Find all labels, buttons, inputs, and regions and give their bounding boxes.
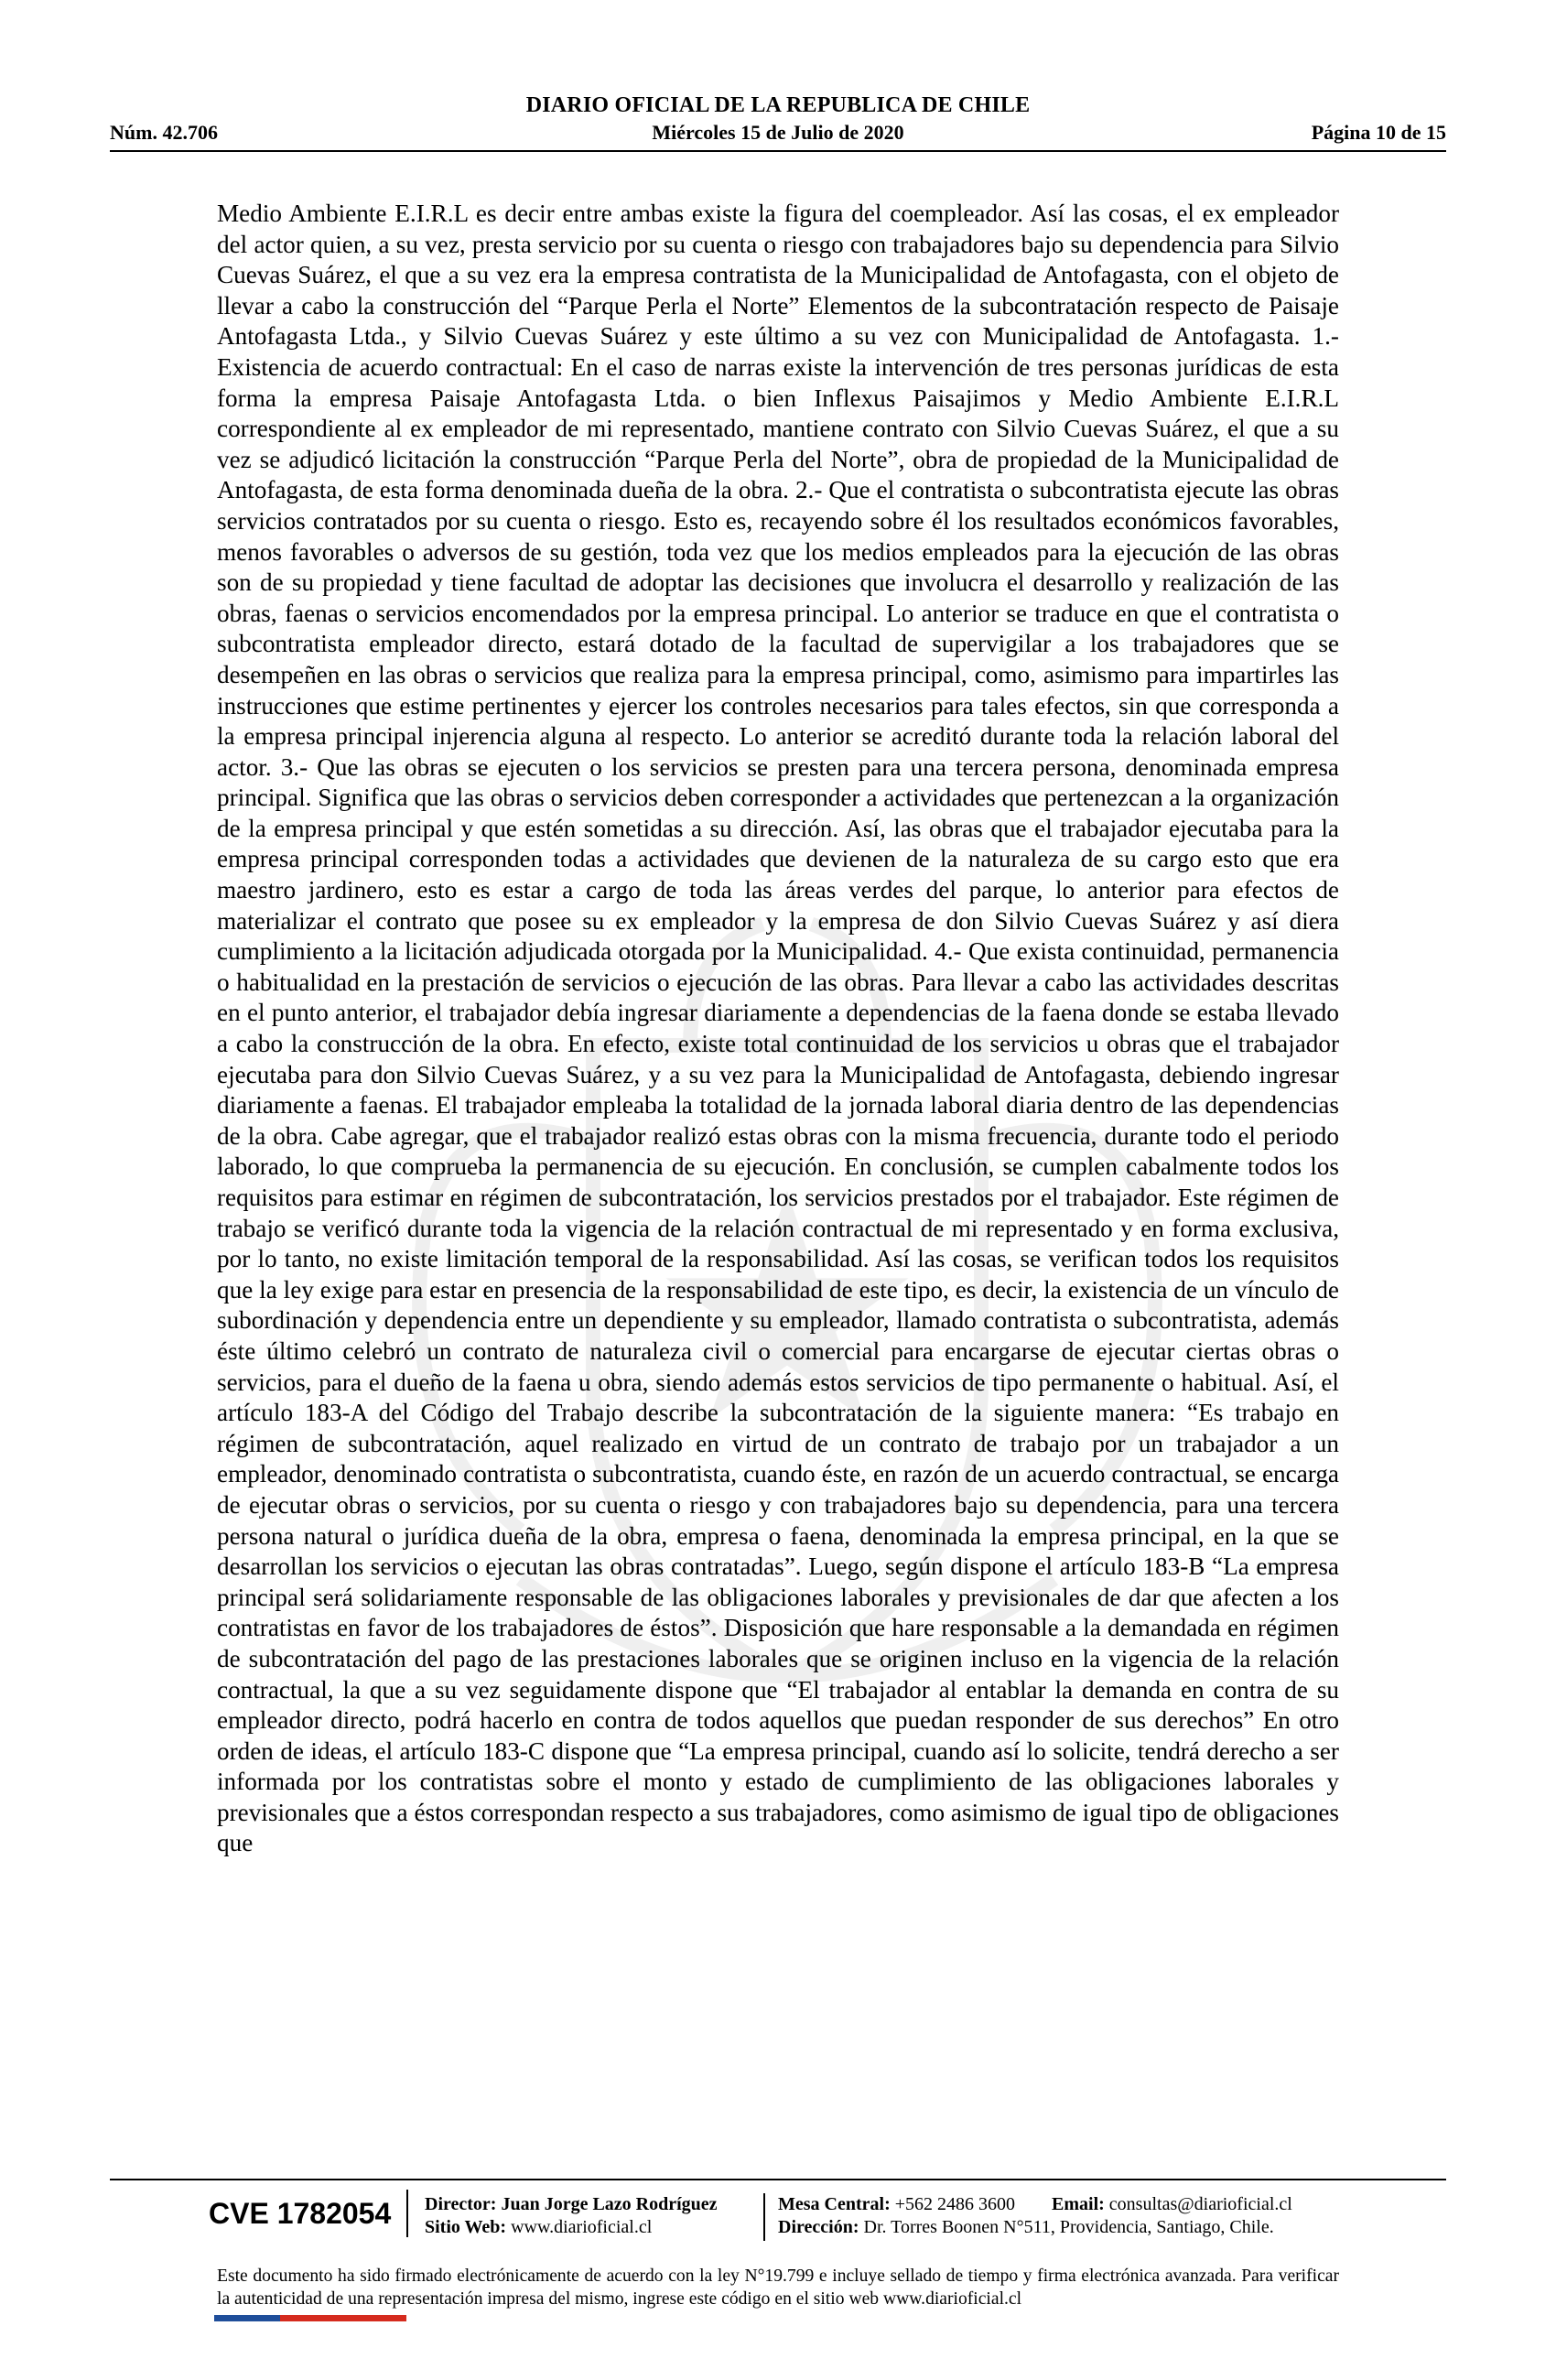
address-label: Dirección: [778,2217,859,2237]
newspaper-title: DIARIO OFICIAL DE LA REPUBLICA DE CHILE [525,93,1031,117]
website-label: Sitio Web: [425,2217,507,2237]
page-number: Página 10 de 15 [1311,121,1446,144]
flag-red-segment [280,2315,406,2321]
address-text: Dr. Torres Boonen N°511, Providencia, Santiago, Chile. [863,2217,1274,2237]
issue-date: Miércoles 15 de Julio de 2020 [652,121,904,144]
email-link[interactable]: consultas@diarioficial.cl [1108,2194,1292,2214]
director-label: Director: [425,2194,497,2214]
cve-code: CVE 1782054 [209,2190,408,2237]
footer-divider [110,2179,1446,2180]
body-paragraph: Medio Ambiente E.I.R.L es decir entre ambas existe la figura del coempleador. Así las cosas, el ex empleador del actor quien, a su vez, presta servicio por su cuenta o riesgo con trabajadores bajo su dependencia para Silvio Cuevas Suárez, el que a su vez era la empresa contratista de la Municipalidad de Antofagasta, con el objeto de llevar a cabo la construcción del “Parque Perla el Norte” Elementos de la subcontratación respecto de Paisaje Antofagasta Ltda., y Silvio Cuevas Suárez y este último a su vez con Municipalidad de Antofagasta. 1.- Existencia de acuerdo contractual: En el caso de narras existe la intervención de tres personas jurídicas de esta forma la empresa Paisaje Antofagasta Ltda. o bien Inflexus Paisajimos y Medio Ambiente E.I.R.L correspondiente al ex empleador de mi representado, mantiene contrato con Silvio Cuevas Suárez, el que a su vez se adjudicó licitación la construcción “Parque Perla del Norte”, obra de propiedad de la Municipalidad de Antofagasta, de esta forma denominada dueña de la obra. 2.- Que el contratista o subcontratista ejecute las obras servicios contratados por su cuenta o riesgo. Esto es, recayendo sobre él los resultados económicos favorables, menos favorables o adversos de su gestión, toda vez que los medios empleados para la ejecución de las obras son de su propiedad y tiene facultad de adoptar las decisiones que involucra el desarrollo y realización de las obras, faenas o servicios encomendados por la empresa principal. Lo anterior se traduce en que el contratista o subcontratista empleador directo, estará dotado de la facultad de supervigilar a los trabajadores que se desempeñen en las obras o servicios que realiza para la empresa principal, como, asimismo para impartirles las instrucciones que estime pertinentes y ejercer los controles necesarios para tales efectos, sin que corresponda a la empresa principal injerencia alguna al respecto. Lo anterior se acreditó durante toda la relación laboral del actor. 3.- Que las obras se ejecuten o los servicios se presten para una tercera persona, denominada empresa principal. Significa que las obras o servicios deben corresponder a actividades que pertenezcan a la organización de la empresa principal y que estén sometidas a su dirección. Así, las obras que el trabajador ejecutaba para la empresa principal corresponden todas a actividades que devienen de la naturaleza de su cargo esto que era maestro jardinero, esto es estar a cargo de toda las áreas verdes del parque, lo anterior para efectos de materializar el contrato que posee su ex empleador y la empresa de don Silvio Cuevas Suárez y así diera cumplimiento a la licitación adjudicada otorgada por la Municipalidad. 4.- Que exista continuidad, permanencia o habitualidad en la prestación de servicios o ejecución de las obras. Para llevar a cabo las actividades descritas en el punto anterior, el trabajador debía ingresar diariamente a dependencias de la faena donde se estaba llevado a cabo la construcción de la obra. En efecto, existe total continuidad de los servicios u obras que el trabajador ejecutaba para don Silvio Cuevas Suárez, y a su vez para la Municipalidad de Antofagasta, debiendo ingresar diariamente a faenas. El trabajador empleaba la totalidad de la jornada laboral diaria dentro de las dependencias de la obra. Cabe agregar, que el trabajador realizó estas obras con la misma frecuencia, durante todo el periodo laborado, lo que comprueba la permanencia de su ejecución. En conclusión, se cumplen cabalmente todos los requisitos para estimar en régimen de subcontratación, los servicios prestados por el trabajador. Este régimen de trabajo se verificó durante toda la vigencia de la relación contractual de mi representado y en forma exclusiva, por lo tanto, no existe limitación temporal de la responsabilidad. Así las cosas, se verifican todos los requisitos que la ley exige para estar en presencia de la responsabilidad de este tipo, es decir, la existencia de un vínculo de subordinación y dependencia entre un dependiente y su empleador, llamado contratista o subcontratista, además éste último celebró un contrato de naturaleza civil o comercial para encargarse de ejecutar ciertas obras o servicios, para el dueño de la faena u obra, siendo además estos servicios de tipo permanente o habitual. Así, el artículo 183-A del Código del Trabajo describe la subcontratación de la siguiente manera: “Es trabajo en régimen de subcontratación, aquel realizado en virtud de un contrato de trabajo por un trabajador a un empleador, denominado contratista o subcontratista, cuando éste, en razón de un acuerdo contractual, se encarga de ejecutar obras o servicios, por su cuenta o riesgo y con trabajadores bajo su dependencia, para una tercera persona natural o jurídica dueña de la obra, empresa o faena, denominada la empresa principal, en la que se desarrollan los servicios o ejecutan las obras contratadas”. Luego, según dispone el artículo 183-B “La empresa principal será solidariamente responsable de las obligaciones laborales y previsionales de dar que afecten a los contratistas en favor de los trabajadores de éstos”. Disposición que hare responsable a la demandada en régimen de subcontratación del pago de las prestaciones laborales que se originen incluso en la vigencia de la relación contractual, la que a su vez seguidamente dispone que “El trabajador al entablar la demanda en contra de su empleador directo, podrá hacerlo en contra de todos aquellos que puedan responder de sus derechos” En otro orden de ideas, el artículo 183-C dispone que “La empresa principal, cuando así lo solicite, tendrá derecho a ser informada por los contratistas sobre el monto y estado de cumplimiento de las obligaciones laborales y previsionales que a éstos correspondan respecto a sus trabajadores, como asimismo de igual tipo de obligaciones que [217,200,1339,1857]
flag-blue-segment [214,2315,280,2321]
website-link[interactable]: www.diarioficial.cl [511,2217,653,2237]
page-header [110,93,1446,152]
email-label: Email: [1052,2194,1105,2214]
phone-number: +562 2486 3600 [894,2194,1016,2214]
director-name: Juan Jorge Lazo Rodríguez [501,2194,718,2214]
legal-notice: Este documento ha sido firmado electrónicamente de acuerdo con la ley N°19.799 e incluye sellado de tiempo y firma electrónica avanzada. Para verificar la autenticidad de una representación impresa del mismo, ingrese este código en el sitio web www.diarioficial.cl [217,2266,1339,2309]
phone-label: Mesa Central: [778,2194,891,2214]
footer-director-block [425,2193,765,2241]
document-body [217,199,1339,1859]
chile-flag-stripe [214,2315,406,2321]
issue-number: Núm. 42.706 [110,121,218,144]
footer-contact-block [778,2193,1345,2239]
